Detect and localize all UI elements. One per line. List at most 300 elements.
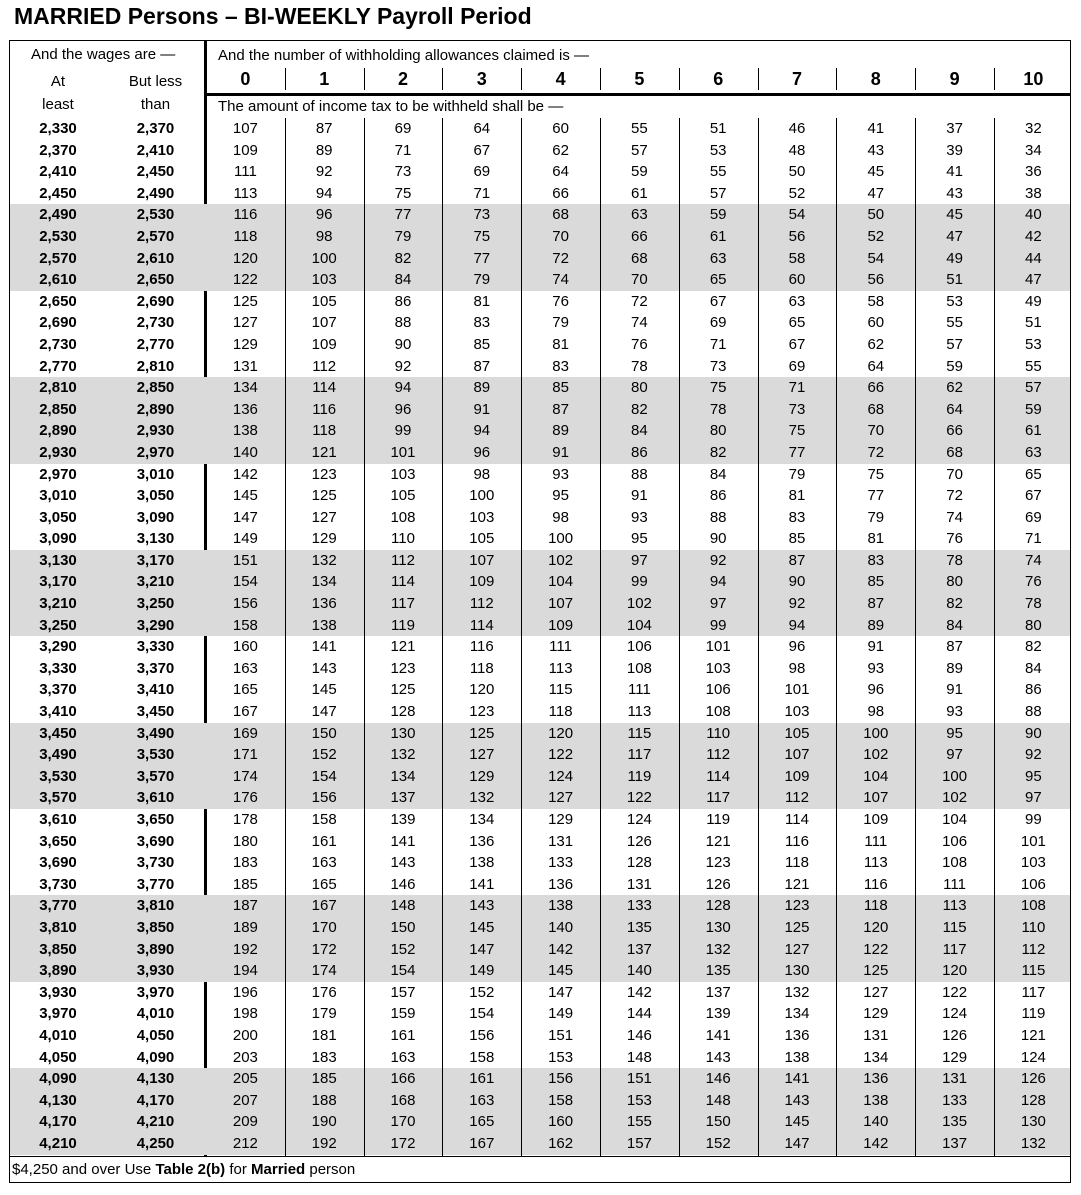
- table-row: [10, 939, 1070, 961]
- at-least-cell: 4,210: [39, 1134, 77, 1152]
- table-row: [10, 204, 1070, 226]
- at-least-cell: 3,850: [39, 940, 77, 958]
- tax-cell: 196: [232, 983, 258, 1001]
- but-less-cell: 3,810: [136, 897, 175, 915]
- tax-cell: 158: [232, 616, 258, 634]
- tax-cell: 67: [473, 141, 491, 159]
- tax-cell: 163: [311, 854, 337, 872]
- tax-cell: 156: [232, 595, 258, 613]
- footer-suffix: person: [305, 1161, 356, 1178]
- tax-cell: 132: [784, 983, 810, 1001]
- at-least-cell: 3,810: [39, 918, 77, 936]
- tax-cell: 85: [788, 530, 806, 548]
- tax-cell: 170: [311, 918, 337, 936]
- tax-cell: 103: [784, 703, 810, 721]
- table-row: [10, 183, 1070, 205]
- tax-cell: 117: [627, 746, 652, 764]
- tax-cell: 90: [788, 573, 806, 591]
- tax-cell: 66: [631, 227, 648, 245]
- table-row: [10, 809, 1070, 831]
- tax-cell: 70: [552, 227, 569, 245]
- tax-cell: 178: [232, 811, 258, 828]
- tax-cell: 121: [311, 443, 337, 461]
- tax-cell: 123: [784, 897, 810, 915]
- tax-cell: 102: [942, 789, 968, 807]
- tax-cell: 127: [232, 314, 258, 332]
- tax-cell: 118: [233, 227, 258, 245]
- tax-cell: 190: [311, 1113, 337, 1131]
- tax-cell: 54: [867, 249, 885, 267]
- tax-cell: 165: [469, 1113, 495, 1131]
- tax-cell: 154: [390, 962, 416, 980]
- tax-cell: 116: [863, 875, 888, 893]
- tax-cell: 129: [311, 530, 337, 548]
- tax-cell: 79: [867, 508, 885, 526]
- tax-cell: 62: [867, 335, 885, 353]
- tax-cell: 112: [706, 746, 731, 764]
- tax-cell: 84: [631, 422, 648, 440]
- table-row: [10, 571, 1070, 593]
- tax-cell: 108: [705, 703, 731, 721]
- tax-cell: 134: [232, 379, 258, 397]
- tax-cell: 149: [548, 1005, 574, 1023]
- tax-cell: 45: [867, 163, 885, 181]
- tax-cell: 49: [946, 249, 963, 267]
- tax-cell: 145: [548, 962, 574, 980]
- tax-cell: 114: [312, 379, 337, 397]
- at-least-cell: 3,170: [39, 573, 77, 591]
- tax-cell: 107: [469, 551, 495, 569]
- tax-cell: 156: [469, 1026, 495, 1044]
- tax-cell: 84: [946, 616, 963, 634]
- tax-cell: 134: [784, 1005, 810, 1023]
- tax-cell: 57: [709, 184, 727, 202]
- tax-cell: 135: [705, 962, 731, 980]
- at-least-cell: 3,210: [39, 595, 77, 613]
- tax-cell: 142: [548, 940, 574, 958]
- tax-cell: 91: [631, 487, 648, 505]
- at-least-cell: 4,130: [39, 1091, 77, 1109]
- tax-cell: 140: [232, 443, 258, 461]
- but-less-cell: 3,010: [136, 465, 175, 483]
- tax-cell: 71: [394, 141, 412, 159]
- tax-cell: 99: [394, 422, 412, 440]
- but-less-cell: 3,770: [136, 875, 175, 893]
- tax-cell: 131: [626, 875, 652, 893]
- tax-cell: 155: [626, 1113, 652, 1131]
- tax-cell: 117: [706, 789, 731, 807]
- tax-cell: 75: [788, 422, 806, 440]
- at-least-cell: 3,290: [39, 638, 77, 656]
- at-least-cell: 2,330: [39, 120, 77, 137]
- table-row: [10, 226, 1070, 248]
- at-least-cell: 3,330: [39, 659, 77, 677]
- tax-cell: 126: [705, 875, 731, 893]
- tax-cell: 137: [942, 1134, 968, 1152]
- tax-cell: 133: [626, 897, 652, 915]
- table-row: [10, 636, 1070, 658]
- but-less-cell: 3,210: [136, 573, 175, 591]
- tax-cell: 67: [709, 292, 727, 310]
- tax-cell: 148: [705, 1091, 731, 1109]
- tax-cell: 129: [863, 1005, 889, 1023]
- table-row: [10, 831, 1070, 853]
- tax-cell: 160: [232, 638, 258, 656]
- tax-cell: 65: [1025, 465, 1042, 483]
- tax-cell: 142: [626, 983, 652, 1001]
- tax-cell: 109: [548, 616, 574, 634]
- tax-cell: 83: [788, 508, 806, 526]
- tax-cell: 163: [232, 659, 258, 677]
- tax-cell: 92: [394, 357, 412, 375]
- tax-cell: 53: [946, 292, 963, 310]
- tax-cell: 102: [548, 551, 574, 569]
- but-less-cell: 3,330: [136, 638, 175, 656]
- table-row: [10, 723, 1070, 745]
- allowance-number: 1: [319, 69, 330, 89]
- tax-cell: 134: [390, 767, 416, 785]
- table-row: [10, 1133, 1070, 1155]
- tax-cell: 125: [390, 681, 416, 699]
- tax-cell: 89: [315, 141, 333, 159]
- at-least-cell: 4,050: [39, 1048, 77, 1066]
- tax-cell: 127: [311, 508, 337, 526]
- allowance-separator: [915, 68, 916, 90]
- tax-cell: 107: [311, 314, 337, 332]
- but-less-cell: 2,730: [136, 314, 175, 332]
- tax-cell: 124: [942, 1005, 968, 1023]
- tax-cell: 205: [232, 1070, 258, 1088]
- tax-cell: 150: [705, 1113, 731, 1131]
- tax-cell: 77: [788, 443, 806, 461]
- tax-cell: 115: [548, 681, 573, 699]
- tax-cell: 57: [1025, 379, 1042, 397]
- at-least-cell: 2,650: [39, 292, 77, 310]
- tax-cell: 187: [232, 897, 258, 915]
- tax-cell: 56: [788, 227, 806, 245]
- footer-prefix: $4,250 and over Use: [12, 1161, 156, 1178]
- tax-cell: 160: [548, 1113, 574, 1131]
- tax-cell: 125: [784, 918, 810, 936]
- tax-cell: 103: [705, 659, 731, 677]
- tax-cell: 142: [232, 465, 258, 483]
- tax-cell: 104: [626, 616, 652, 634]
- tax-cell: 132: [1020, 1134, 1046, 1152]
- tax-cell: 83: [867, 551, 885, 569]
- allowance-separator: [600, 68, 601, 90]
- tax-cell: 209: [232, 1113, 258, 1131]
- but-less-cell: 2,850: [136, 379, 175, 397]
- tax-cell: 113: [863, 854, 888, 872]
- tax-cell: 55: [709, 163, 727, 181]
- tax-cell: 128: [626, 854, 652, 872]
- tax-cell: 62: [946, 379, 963, 397]
- tax-cell: 122: [863, 940, 889, 958]
- tax-cell: 69: [1025, 508, 1042, 526]
- tax-cell: 133: [548, 854, 574, 872]
- tax-cell: 118: [548, 703, 573, 721]
- tax-cell: 92: [1025, 746, 1042, 764]
- at-least-cell: 3,450: [39, 724, 77, 742]
- allowance-number: 8: [870, 69, 881, 89]
- tax-cell: 111: [864, 832, 888, 850]
- tax-cell: 70: [946, 465, 963, 483]
- tax-cell: 90: [709, 530, 727, 548]
- tax-cell: 86: [631, 443, 648, 461]
- tax-cell: 148: [626, 1048, 652, 1066]
- but-less-cell: 3,250: [136, 595, 175, 613]
- at-least-cell: 2,970: [39, 465, 77, 483]
- tax-cell: 180: [232, 832, 258, 850]
- but-less-cell: 3,650: [136, 811, 175, 828]
- tax-cell: 151: [548, 1026, 574, 1044]
- tax-cell: 92: [709, 551, 727, 569]
- tax-cell: 81: [788, 487, 806, 505]
- tax-cell: 47: [1025, 271, 1042, 289]
- at-least-cell: 3,690: [39, 854, 77, 872]
- tax-cell: 61: [1025, 422, 1042, 440]
- tax-cell: 111: [549, 638, 572, 656]
- tax-cell: 97: [709, 595, 727, 613]
- tax-cell: 103: [1020, 854, 1046, 872]
- tax-cell: 86: [1025, 681, 1042, 699]
- allowance-number: 9: [949, 69, 960, 89]
- tax-cell: 152: [390, 940, 416, 958]
- tax-cell: 103: [390, 465, 416, 483]
- tax-cell: 142: [863, 1134, 889, 1152]
- tax-cell: 98: [867, 703, 885, 721]
- tax-cell: 117: [1021, 983, 1046, 1001]
- tax-cell: 145: [232, 487, 258, 505]
- tax-cell: 37: [946, 120, 963, 137]
- at-least-cell: 3,570: [39, 789, 77, 807]
- tax-cell: 94: [473, 422, 491, 440]
- but-less-cell: 2,370: [136, 120, 175, 137]
- tax-cell: 119: [391, 616, 415, 634]
- tax-cell: 123: [311, 465, 337, 483]
- but-less-cell: 4,210: [136, 1113, 175, 1131]
- footer-divider: [9, 1156, 1071, 1157]
- but-less-cell: 2,410: [136, 141, 175, 159]
- tax-cell: 89: [473, 379, 491, 397]
- tax-cell: 71: [709, 335, 727, 353]
- tax-cell: 116: [785, 832, 809, 850]
- tax-cell: 179: [311, 1005, 337, 1023]
- tax-cell: 73: [709, 357, 727, 375]
- at-least-header-line1: At: [50, 73, 66, 90]
- tax-cell: 104: [942, 811, 968, 828]
- but-less-header-line2: than: [140, 96, 171, 113]
- tax-cell: 128: [390, 703, 416, 721]
- tax-cell: 91: [867, 638, 885, 656]
- tax-cell: 68: [867, 400, 885, 418]
- tax-cell: 136: [863, 1070, 889, 1088]
- at-least-cell: 3,090: [39, 530, 77, 548]
- tax-cell: 101: [390, 443, 416, 461]
- but-less-cell: 2,610: [136, 249, 175, 267]
- tax-cell: 145: [469, 918, 495, 936]
- table-row: [10, 917, 1070, 939]
- tax-cell: 124: [1020, 1048, 1046, 1066]
- table-row: [10, 248, 1070, 270]
- tax-cell: 60: [788, 271, 806, 289]
- at-least-cell: 3,370: [39, 681, 77, 699]
- tax-cell: 89: [552, 422, 569, 440]
- tax-cell: 93: [552, 465, 569, 483]
- tax-cell: 114: [706, 767, 731, 785]
- tax-cell: 116: [233, 206, 258, 224]
- tax-cell: 88: [1025, 703, 1042, 721]
- tax-cell: 59: [631, 163, 648, 181]
- tax-cell: 109: [863, 811, 889, 828]
- at-least-cell: 3,410: [39, 703, 77, 721]
- tax-cell: 34: [1025, 141, 1042, 159]
- tax-cell: 78: [1025, 595, 1042, 613]
- table-row: [10, 399, 1070, 421]
- tax-cell: 147: [469, 940, 495, 958]
- but-less-cell: 3,090: [136, 508, 175, 526]
- tax-cell: 125: [311, 487, 337, 505]
- at-least-cell: 3,530: [39, 767, 77, 785]
- tax-cell: 151: [626, 1070, 652, 1088]
- tax-cell: 143: [390, 854, 416, 872]
- but-less-cell: 3,530: [136, 746, 175, 764]
- tax-cell: 141: [311, 638, 337, 656]
- but-less-cell: 2,450: [136, 163, 175, 181]
- tax-cell: 107: [863, 789, 889, 807]
- tax-cell: 99: [631, 573, 648, 591]
- tax-cell: 212: [232, 1134, 258, 1152]
- tax-cell: 44: [1025, 249, 1042, 267]
- tax-cell: 147: [311, 703, 337, 721]
- tax-cell: 134: [863, 1048, 889, 1066]
- tax-cell: 144: [626, 1005, 652, 1023]
- tax-cell: 51: [946, 271, 963, 289]
- tax-cell: 59: [1025, 400, 1042, 418]
- tax-cell: 131: [863, 1026, 889, 1044]
- tax-cell: 81: [867, 530, 885, 548]
- tax-cell: 76: [631, 335, 648, 353]
- tax-cell: 176: [311, 983, 337, 1001]
- tax-cell: 105: [390, 487, 416, 505]
- tax-cell: 90: [1025, 724, 1042, 742]
- tax-cell: 163: [469, 1091, 495, 1109]
- footer-table-ref: Table 2(b): [155, 1161, 226, 1178]
- tax-cell: 152: [705, 1134, 731, 1152]
- tax-cell: 80: [1025, 616, 1042, 634]
- allowance-separator: [364, 68, 365, 90]
- tax-cell: 135: [942, 1113, 968, 1131]
- tax-cell: 78: [631, 357, 648, 375]
- tax-cell: 117: [942, 940, 967, 958]
- table-row: [10, 658, 1070, 680]
- tax-cell: 157: [390, 983, 416, 1001]
- tax-cell: 152: [311, 746, 337, 764]
- tax-cell: 105: [469, 530, 495, 548]
- tax-cell: 162: [548, 1134, 574, 1152]
- but-less-cell: 3,370: [136, 659, 175, 677]
- tax-cell: 137: [390, 789, 416, 807]
- table-row: [10, 334, 1070, 356]
- but-less-cell: 3,970: [136, 983, 175, 1001]
- tax-cell: 36: [1025, 163, 1042, 181]
- tax-cell: 94: [709, 573, 727, 591]
- tax-cell: 137: [626, 940, 652, 958]
- column-separator: [679, 118, 680, 1156]
- tax-cell: 70: [867, 422, 885, 440]
- tax-cell: 73: [788, 400, 806, 418]
- but-less-cell: 3,410: [136, 681, 175, 699]
- tax-cell: 136: [311, 595, 337, 613]
- tax-cell: 107: [232, 120, 258, 137]
- tax-cell: 93: [946, 703, 963, 721]
- tax-cell: 140: [548, 918, 574, 936]
- tax-cell: 59: [709, 206, 727, 224]
- but-less-cell: 2,770: [136, 335, 175, 353]
- tax-cell: 154: [469, 1005, 495, 1023]
- tax-cell: 62: [552, 141, 569, 159]
- tax-cell: 88: [394, 314, 412, 332]
- tax-cell: 51: [709, 120, 727, 137]
- table-row: [10, 852, 1070, 874]
- tax-cell: 118: [312, 422, 337, 440]
- tax-cell: 145: [784, 1113, 810, 1131]
- tax-cell: 84: [394, 271, 412, 289]
- table-row: [10, 679, 1070, 701]
- tax-cell: 119: [627, 767, 652, 785]
- tax-cell: 115: [1021, 962, 1046, 980]
- tax-cell: 100: [863, 724, 889, 742]
- tax-cell: 75: [867, 465, 885, 483]
- tax-cell: 167: [469, 1134, 495, 1152]
- table-row: [10, 960, 1070, 982]
- tax-cell: 85: [473, 335, 491, 353]
- but-less-cell: 3,490: [136, 724, 175, 742]
- tax-cell: 97: [946, 746, 963, 764]
- tax-cell: 167: [232, 703, 258, 721]
- but-less-cell: 2,890: [136, 400, 175, 418]
- tax-cell: 161: [469, 1070, 495, 1088]
- tax-cell: 55: [946, 314, 963, 332]
- tax-cell: 207: [232, 1091, 258, 1109]
- tax-cell: 63: [788, 292, 806, 310]
- table-row: [10, 1047, 1070, 1069]
- tax-cell: 125: [469, 724, 495, 742]
- tax-cell: 127: [784, 940, 810, 958]
- tax-cell: 156: [311, 789, 337, 807]
- but-less-cell: 3,930: [136, 962, 175, 980]
- tax-cell: 77: [394, 206, 412, 224]
- table-row: [10, 982, 1070, 1004]
- tax-cell: 110: [1021, 918, 1046, 936]
- at-least-cell: 3,730: [39, 875, 77, 893]
- tax-cell: 130: [705, 918, 731, 936]
- tax-cell: 75: [394, 184, 412, 202]
- table-row: [10, 442, 1070, 464]
- tax-cell: 126: [626, 832, 652, 850]
- tax-cell: 127: [863, 983, 889, 1001]
- tax-cell: 140: [863, 1113, 889, 1131]
- tax-cell: 82: [631, 400, 648, 418]
- tax-cell: 113: [627, 703, 652, 721]
- tax-cell: 114: [391, 573, 415, 591]
- tax-cell: 98: [788, 659, 806, 677]
- tax-cell: 72: [552, 249, 569, 267]
- tax-cell: 157: [626, 1134, 652, 1152]
- tax-cell: 185: [232, 875, 258, 893]
- tax-cell: 110: [391, 530, 415, 548]
- tax-cell: 53: [1025, 335, 1042, 353]
